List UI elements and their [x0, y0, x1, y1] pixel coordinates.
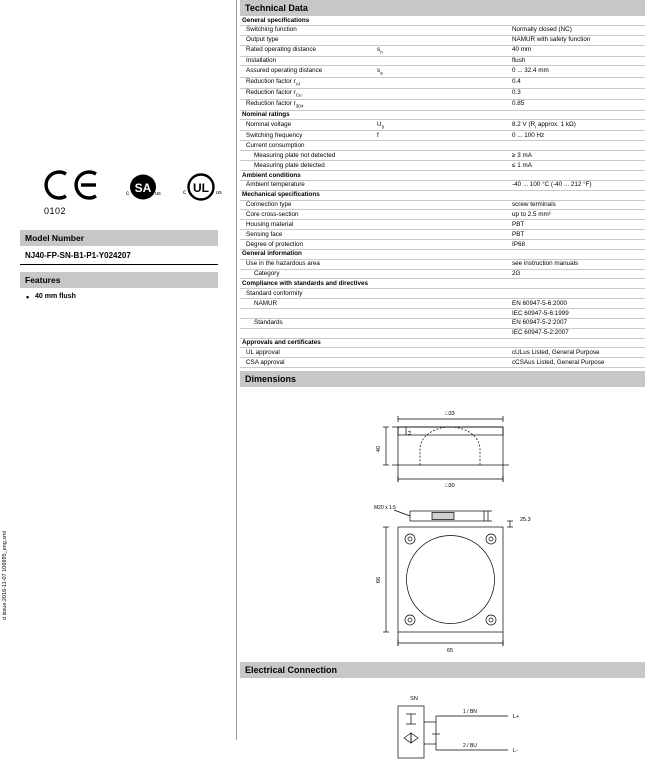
technical-data-table [240, 16, 645, 368]
spec-symbol [375, 358, 510, 368]
spec-symbol [375, 259, 510, 269]
spec-symbol [375, 88, 510, 99]
spec-label: Ambient temperature [240, 180, 375, 190]
table-row [240, 220, 645, 230]
spec-value: 0.85 [510, 99, 645, 110]
table-row-group [240, 190, 645, 200]
dimension-drawing-top [358, 405, 548, 495]
electrical-device-label: SN [410, 696, 418, 703]
table-row [240, 131, 645, 141]
spec-label: Degree of protection [240, 239, 375, 249]
spec-label: Sensing face [240, 230, 375, 240]
dimensions-heading: Dimensions [240, 371, 645, 387]
approval-marks [44, 170, 224, 216]
spec-symbol [375, 210, 510, 220]
ul-mark [174, 173, 226, 203]
dimensions-drawings [240, 387, 645, 662]
spec-symbol [375, 151, 510, 161]
top-view-width-label: □33 [445, 411, 455, 418]
spec-label: Switching function [240, 25, 375, 35]
dimension-drawing-top-svg [358, 405, 548, 495]
spec-symbol [375, 141, 510, 151]
table-row [240, 299, 645, 309]
table-row-group [240, 16, 645, 25]
spec-symbol: $s_a$ [375, 66, 510, 77]
spec-label: UL approval [240, 348, 375, 358]
spec-label: Switching frequency [240, 131, 375, 141]
table-row [240, 88, 645, 99]
table-row [240, 180, 645, 190]
spec-value: screw terminals [510, 200, 645, 210]
front-view-depth-label: 25.3 [520, 517, 531, 524]
spec-symbol [375, 289, 510, 299]
spec-value [510, 141, 645, 151]
model-number-value: NJ40-FP-SN-B1-P1-Y024207 [25, 251, 131, 260]
spec-symbol [375, 77, 510, 88]
table-row [240, 141, 645, 151]
spec-label: Use in the hazardous area [240, 259, 375, 269]
spec-value: IP68 [510, 239, 645, 249]
spec-value: NAMUR with safety function [510, 35, 645, 45]
spec-label: Connection type [240, 200, 375, 210]
terminal-label-2: 2 / BU [463, 743, 477, 750]
svg-text:c: c [183, 190, 186, 196]
features-block [20, 272, 218, 300]
spec-value: 0.3 [510, 88, 645, 99]
spec-value: 0.4 [510, 77, 645, 88]
svg-text:UL: UL [193, 181, 209, 195]
terminal-label-1: 1 / BN [463, 709, 477, 716]
dimension-drawing-front [358, 505, 558, 657]
spec-value [510, 289, 645, 299]
table-row [240, 358, 645, 368]
features-list [20, 288, 218, 300]
table-row [240, 210, 645, 220]
table-row-group [240, 279, 645, 289]
ul-logo-svg [174, 173, 226, 203]
spec-symbol [375, 35, 510, 45]
svg-text:us: us [216, 190, 222, 196]
spec-symbol [375, 56, 510, 66]
left-column [0, 0, 236, 740]
spec-value: see instruction manuals [510, 259, 645, 269]
spec-value: IEC 60947-5-6:1999 [510, 308, 645, 318]
spec-symbol [375, 99, 510, 110]
table-row [240, 66, 645, 77]
spec-symbol: $U_0$ [375, 120, 510, 131]
csa-mark [120, 173, 166, 203]
features-heading: Features [20, 272, 218, 288]
spec-symbol [375, 308, 510, 318]
spec-symbol [375, 25, 510, 35]
ce-number: 0102 [44, 206, 67, 216]
spec-value: EN 60947-5-2:2007 [510, 318, 645, 328]
table-row [240, 45, 645, 56]
spec-label [240, 328, 375, 338]
column-divider [236, 0, 237, 740]
spec-label: Measuring plate not detected [240, 151, 375, 161]
group-title: Nominal ratings [240, 110, 645, 120]
electrical-connection-heading: Electrical Connection [240, 662, 645, 678]
spec-symbol [375, 318, 510, 328]
table-row [240, 99, 645, 110]
spec-value: 0 ... 32.4 mm [510, 66, 645, 77]
spec-label: Standards [240, 318, 375, 328]
spec-value: cCSAus Listed, General Purpose [510, 358, 645, 368]
spec-label: Current consumption [240, 141, 375, 151]
top-view-height-label: 40 [376, 446, 382, 453]
spec-label: Category [240, 269, 375, 279]
terminal-polarity-1: L+ [513, 714, 520, 721]
group-title: Mechanical specifications [240, 190, 645, 200]
document-sidecode: d issue:2016-11-07 106995_eng.xml [2, 531, 8, 620]
table-row [240, 259, 645, 269]
spec-symbol [375, 348, 510, 358]
spec-label: Rated operating distance [240, 45, 375, 56]
spec-value: PBT [510, 220, 645, 230]
spec-value: flush [510, 56, 645, 66]
spec-value: PBT [510, 230, 645, 240]
spec-label: Installation [240, 56, 375, 66]
spec-label: Standard conformity [240, 289, 375, 299]
table-row-group [240, 170, 645, 180]
model-number-heading: Model Number [20, 230, 218, 246]
dimension-drawing-front-svg [358, 505, 558, 657]
table-row [240, 308, 645, 318]
spec-value: 40 mm [510, 45, 645, 56]
model-number-block [20, 230, 218, 265]
spec-label: NAMUR [240, 299, 375, 309]
group-title: Approvals and certificates [240, 338, 645, 348]
svg-text:SA: SA [134, 181, 152, 195]
spec-symbol [375, 328, 510, 338]
table-row [240, 348, 645, 358]
ce-logo [44, 170, 100, 205]
spec-value: 8.2 V ($R_i$ approx. 1 kΩ) [510, 120, 645, 131]
front-view-bottom-label: 65 [446, 648, 454, 655]
list-item: • 40 mm flush [25, 293, 213, 300]
group-title: General specifications [240, 16, 645, 25]
spec-symbol [375, 180, 510, 190]
group-title: General information [240, 249, 645, 259]
terminal-polarity-2: L- [513, 748, 518, 755]
ce-mark [44, 170, 100, 216]
ce-logo-svg [44, 170, 100, 200]
table-row [240, 269, 645, 279]
table-row [240, 239, 645, 249]
spec-value: up to 2.5 mm² [510, 210, 645, 220]
spec-value: EN 60947-5-6:2000 [510, 299, 645, 309]
spec-symbol [375, 269, 510, 279]
table-row [240, 289, 645, 299]
csa-logo-svg [120, 173, 166, 203]
spec-symbol: $s_n$ [375, 45, 510, 56]
electrical-connection-svg [358, 692, 548, 770]
spec-symbol: f [375, 131, 510, 141]
table-row [240, 120, 645, 131]
table-row-group [240, 110, 645, 120]
top-view-bottom-label: □30 [445, 483, 455, 490]
table-row [240, 318, 645, 328]
table-row [240, 161, 645, 171]
table-row [240, 230, 645, 240]
table-row [240, 77, 645, 88]
spec-value: Normally closed (NC) [510, 25, 645, 35]
spec-symbol [375, 299, 510, 309]
model-divider [20, 264, 218, 265]
spec-value: -40 ... 100 °C (-40 ... 212 °F) [510, 180, 645, 190]
top-view-inner-label: 14 [407, 430, 412, 436]
spec-label: Housing material [240, 220, 375, 230]
spec-value: IEC 60947-5-2:2007 [510, 328, 645, 338]
spec-value: ≤ 1 mA [510, 161, 645, 171]
table-row-group [240, 338, 645, 348]
spec-symbol [375, 161, 510, 171]
spec-value: 0 ... 100 Hz [510, 131, 645, 141]
spec-label: Assured operating distance [240, 66, 375, 77]
svg-text:us: us [155, 191, 161, 197]
front-view-side-label: 66 [376, 577, 382, 584]
spec-label: Core cross-section [240, 210, 375, 220]
table-row [240, 200, 645, 210]
spec-symbol [375, 230, 510, 240]
group-title: Compliance with standards and directives [240, 279, 645, 289]
spec-label: Measuring plate detected [240, 161, 375, 171]
group-title: Ambient conditions [240, 170, 645, 180]
table-row [240, 25, 645, 35]
table-row-group [240, 249, 645, 259]
electrical-connection-drawing [240, 678, 645, 773]
spec-symbol [375, 220, 510, 230]
spec-value: 2G [510, 269, 645, 279]
spec-label: Output type [240, 35, 375, 45]
spec-value: cULus Listed, General Purpose [510, 348, 645, 358]
spec-value: ≥ 3 mA [510, 151, 645, 161]
table-row [240, 35, 645, 45]
table-row [240, 328, 645, 338]
spec-symbol [375, 200, 510, 210]
spec-label: Nominal voltage [240, 120, 375, 131]
right-column [240, 0, 645, 773]
front-view-thread-label: M20 x 1.5 [374, 505, 396, 512]
table-row [240, 151, 645, 161]
spec-label: CSA approval [240, 358, 375, 368]
spec-label: Reduction factor $r_{Al}$ [240, 77, 375, 88]
spec-label: Reduction factor $r_{304}$ [240, 99, 375, 110]
svg-text:c: c [126, 191, 129, 197]
technical-data-heading: Technical Data [240, 0, 645, 16]
table-row [240, 56, 645, 66]
spec-label [240, 308, 375, 318]
spec-symbol [375, 239, 510, 249]
spec-label: Reduction factor $r_{Cu}$ [240, 88, 375, 99]
